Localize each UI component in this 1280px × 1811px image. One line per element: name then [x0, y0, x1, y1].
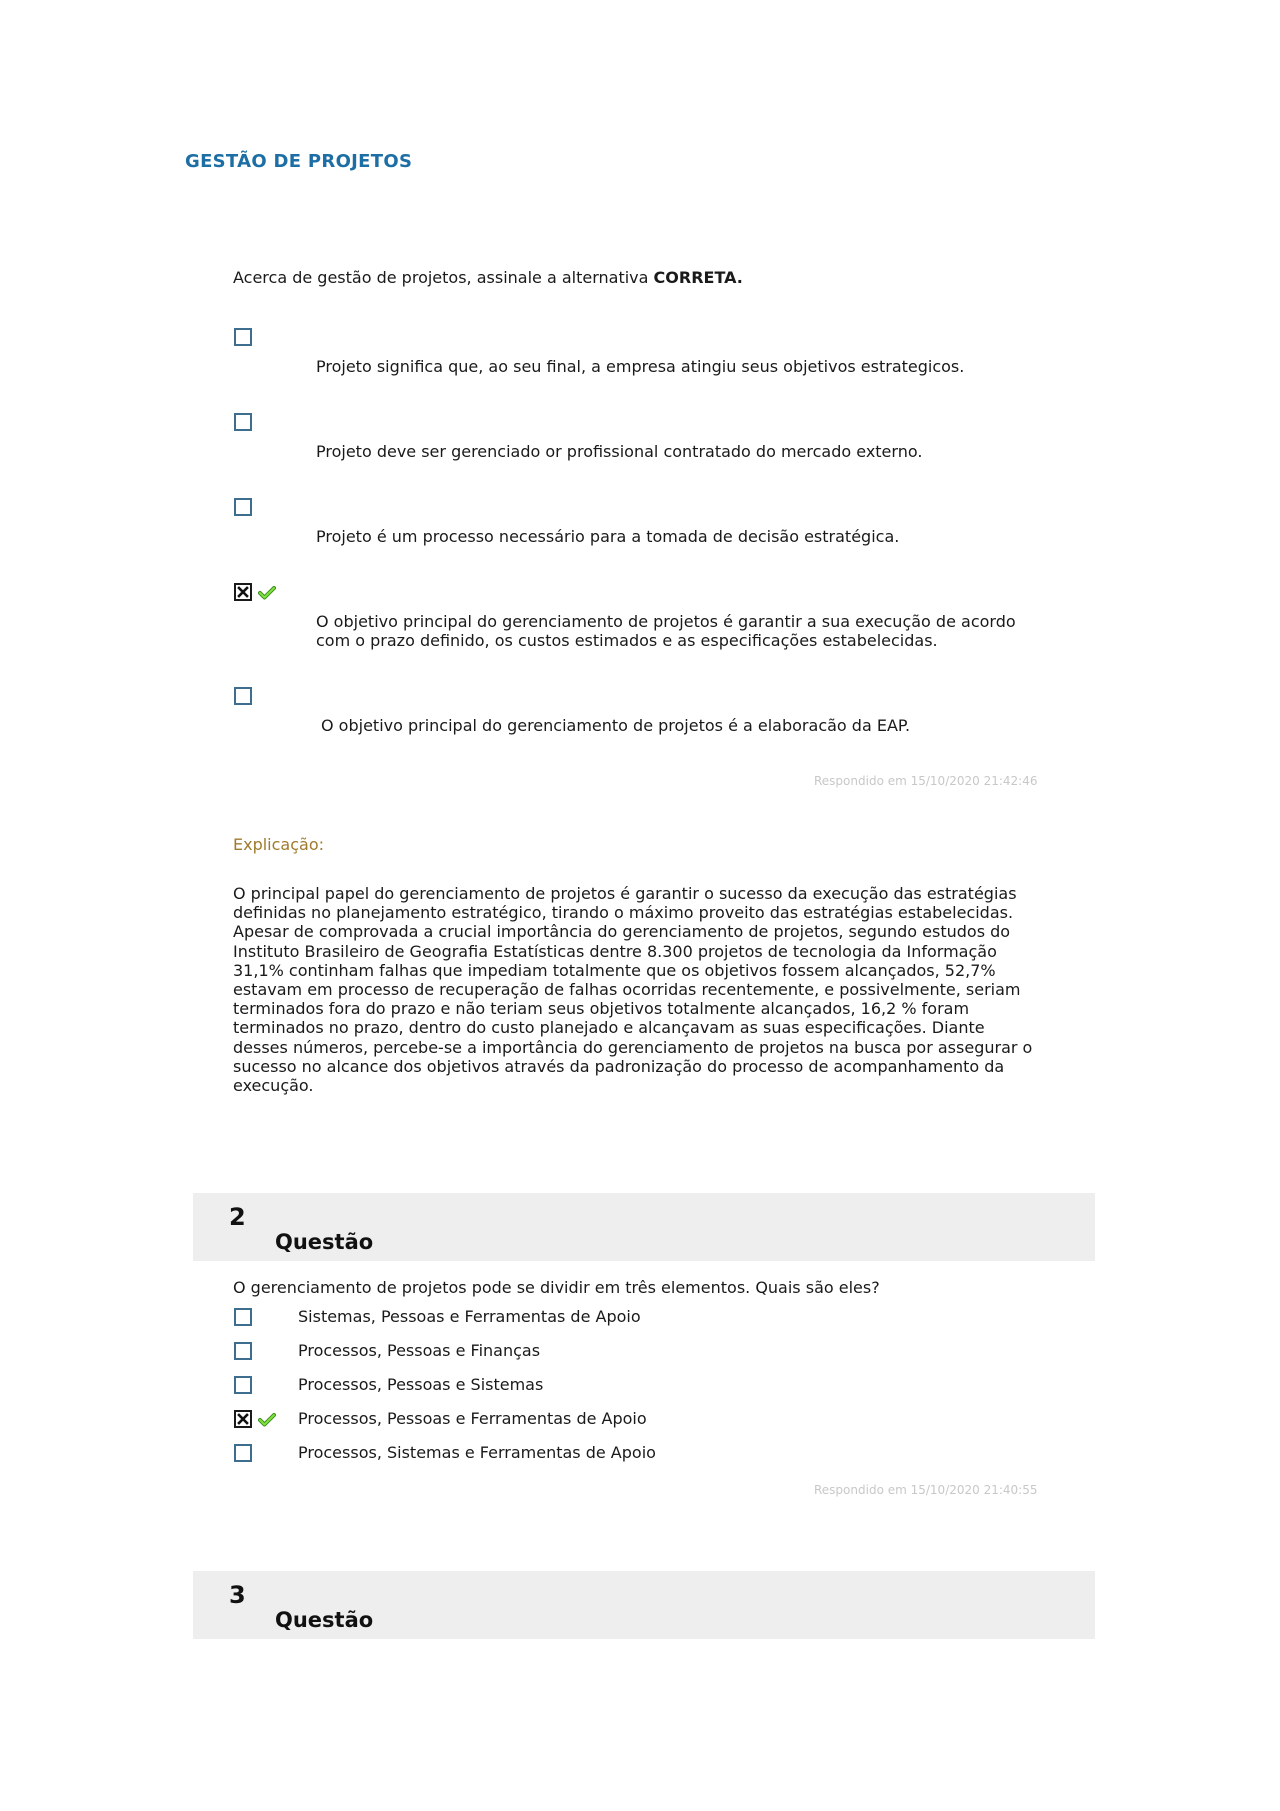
q1-option-3-checkbox[interactable]	[234, 498, 252, 516]
question2-number: 2	[229, 1203, 246, 1231]
question2-header	[193, 1193, 1095, 1261]
question1-prompt	[233, 268, 743, 287]
explanation-label: Explicação:	[233, 835, 325, 854]
q1-answered-timestamp: Respondido em 15/10/2020 21:42:46	[814, 774, 1038, 788]
checked-box-icon	[236, 585, 250, 599]
q1-option-4-line1: O objetivo principal do gerenciamento de projetos é garantir a sua execução de acordo	[316, 612, 1016, 631]
q2-option-5-text: Processos, Sistemas e Ferramentas de Apoio	[298, 1443, 656, 1462]
q1-option-4-text	[316, 612, 1016, 650]
q1-option-3-text: Projeto é um processo necessário para a tomada de decisão estratégica.	[316, 527, 900, 546]
explanation-line: O principal papel do gerenciamento de projetos é garantir o sucesso da execução das estratégias	[233, 884, 1017, 903]
q2-option-3-checkbox[interactable]	[234, 1376, 252, 1394]
explanation-line: Instituto Brasileiro de Geografia Estatísticas dentre 8.300 projetos de tecnologia da Informação	[233, 941, 997, 961]
q1-option-4-line2: com o prazo definido, os custos estimados e as especificações estabelecidas.	[316, 631, 938, 650]
explanation-line: estavam em processo de recuperação de falhas ocorridas recentemente, e possivelmente, seriam	[233, 980, 1021, 1000]
explanation-line: desses números, percebe-se a importância do gerenciamento de projetos na busca por assegurar o	[233, 1037, 1033, 1057]
q1-option-2-checkbox[interactable]	[234, 413, 252, 431]
q1-option-1-text: Projeto significa que, ao seu final, a empresa atingiu seus objetivos estrategicos.	[316, 357, 965, 376]
question3-label: Questão	[275, 1608, 374, 1632]
explanation-text	[233, 884, 1053, 1095]
page-title: GESTÃO DE PROJETOS	[185, 151, 413, 172]
green-check-icon	[258, 586, 276, 600]
explanation-line: Apesar de comprovada a crucial importância do gerenciamento de projetos, segundo estudos do	[233, 922, 1011, 942]
question1-prompt-emphasis: CORRETA.	[653, 268, 743, 287]
q1-option-4-checkbox[interactable]	[234, 583, 252, 601]
question2-prompt: O gerenciamento de projetos pode se dividir em três elementos. Quais são eles?	[233, 1278, 880, 1297]
explanation-line: sucesso no alcance dos objetivos através da padronização do processo de acompanhamento da	[233, 1056, 1005, 1076]
q2-option-2-text: Processos, Pessoas e Finanças	[298, 1341, 541, 1360]
explanation-line: execução.	[233, 1076, 314, 1096]
q2-option-1-text: Sistemas, Pessoas e Ferramentas de Apoio	[298, 1307, 641, 1326]
q2-option-5-checkbox[interactable]	[234, 1444, 252, 1462]
question3-number: 3	[229, 1581, 246, 1609]
q1-option-5-checkbox[interactable]	[234, 687, 252, 705]
question2-label: Questão	[275, 1230, 374, 1254]
explanation-line: definidas no planejamento estratégico, tirando o máximo proveito das estratégias estabelecidas.	[233, 903, 1014, 923]
q2-answered-timestamp: Respondido em 15/10/2020 21:40:55	[814, 1483, 1038, 1497]
q2-option-3-text: Processos, Pessoas e Sistemas	[298, 1375, 544, 1394]
q2-option-2-checkbox[interactable]	[234, 1342, 252, 1360]
question1-prompt-text: Acerca de gestão de projetos, assinale a alternativa	[233, 268, 654, 287]
q1-option-1-checkbox[interactable]	[234, 328, 252, 346]
q1-option-2-text: Projeto deve ser gerenciado or profissional contratado do mercado externo.	[316, 442, 923, 461]
q2-option-4-checkbox[interactable]	[234, 1410, 252, 1428]
question3-header	[193, 1571, 1095, 1639]
explanation-line: terminados fora do prazo e não teriam seus objetivos totalmente alcançados, 16,2 % foram	[233, 999, 970, 1019]
q2-option-1-checkbox[interactable]	[234, 1308, 252, 1326]
green-check-icon	[258, 1413, 276, 1427]
explanation-line: 31,1% continham falhas que impediam totalmente que os objetivos fossem alcançados, 52,7%	[233, 960, 996, 980]
q1-option-5-text: O objetivo principal do gerenciamento de projetos é a elaboracão da EAP.	[321, 716, 911, 735]
checked-box-icon	[236, 1412, 250, 1426]
q2-option-4-text: Processos, Pessoas e Ferramentas de Apoio	[298, 1409, 647, 1428]
explanation-line: terminados no prazo, dentro do custo planejado e alcançavam as suas especificações. Diante	[233, 1018, 985, 1038]
